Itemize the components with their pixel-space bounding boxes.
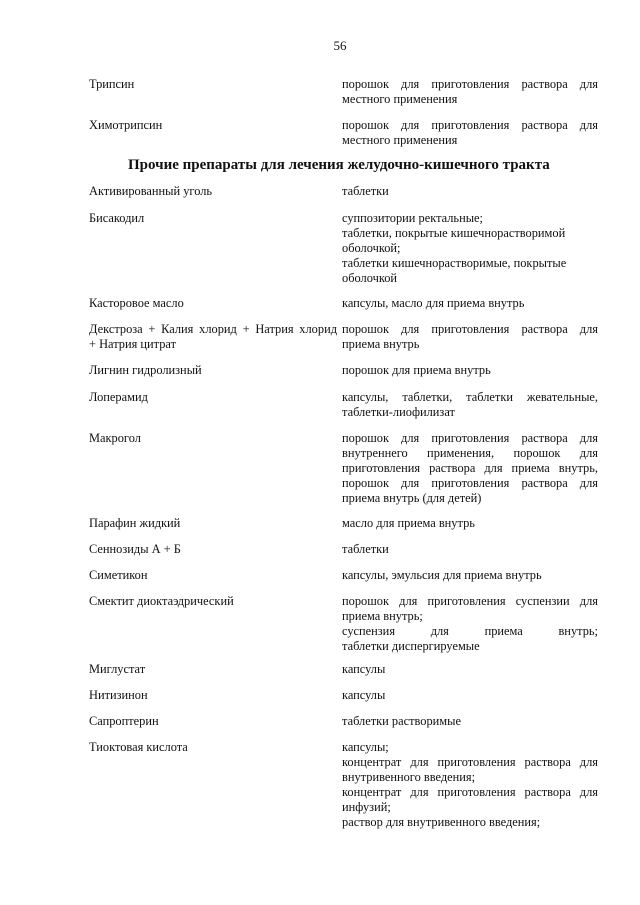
dosage-form [342, 714, 598, 729]
dosage-form-line: таблетки кишечнорастворимые, покрытые [342, 256, 567, 270]
dosage-form [342, 390, 598, 420]
dosage-form-line: капсулы [342, 662, 386, 676]
dosage-form [342, 211, 598, 286]
dosage-form-line: инфузий; [342, 800, 391, 814]
dosage-form-line: порошок для приготовления раствора для [342, 431, 598, 445]
dosage-form-line: масло для приема внутрь [342, 516, 475, 530]
drug-name-line: Сеннозиды А + Б [89, 542, 181, 556]
drug-name [89, 431, 337, 446]
drug-name-line: Лигнин гидролизный [89, 363, 202, 377]
drug-name [89, 363, 337, 378]
dosage-form-line: приготовления раствора для приема внутрь, [342, 461, 598, 475]
dosage-form-line: таблетки [342, 542, 389, 556]
dosage-form [342, 568, 598, 583]
drug-name-line: Трипсин [89, 77, 135, 91]
dosage-form [342, 184, 598, 199]
drug-name [89, 688, 337, 703]
drug-name [89, 211, 337, 226]
dosage-form-line: капсулы; [342, 740, 389, 754]
dosage-form-line: приема внутрь (для детей) [342, 491, 482, 505]
drug-name [89, 740, 337, 755]
drug-name-line: Смектит диоктаэдрический [89, 594, 234, 608]
drug-name-line: Лоперамид [89, 390, 148, 404]
drug-name [89, 118, 337, 133]
dosage-form [342, 296, 598, 311]
dosage-form [342, 542, 598, 557]
dosage-form-line: капсулы [342, 688, 386, 702]
dosage-form-line: капсулы, масло для приема внутрь [342, 296, 525, 310]
dosage-form-line: суспензия для приема внутрь; [342, 624, 598, 638]
drug-name-line: Миглустат [89, 662, 146, 676]
drug-name-line: Парафин жидкий [89, 516, 181, 530]
dosage-form-line: капсулы, таблетки, таблетки жевательные, [342, 390, 598, 404]
dosage-form-line: порошок для приготовления раствора для [342, 322, 598, 336]
dosage-form-line: местного применения [342, 133, 458, 147]
drug-name-line: Декстроза + Калия хлорид + Натрия хлорид [89, 322, 337, 336]
drug-name-line: Касторовое масло [89, 296, 184, 310]
dosage-form [342, 688, 598, 703]
drug-name [89, 184, 337, 199]
dosage-form-line: внутривенного введения; [342, 770, 476, 784]
dosage-form-line: таблетки [342, 184, 389, 198]
dosage-form-line: капсулы, эмульсия для приема внутрь [342, 568, 542, 582]
dosage-form [342, 322, 598, 352]
dosage-form-line: внутреннего применения, порошок для [342, 446, 598, 460]
drug-name [89, 662, 337, 677]
dosage-form-line: приема внутрь [342, 337, 420, 351]
dosage-form-line: концентрат для приготовления раствора для [342, 755, 598, 769]
dosage-form-line: порошок для приготовления суспензии для [342, 594, 598, 608]
drug-name-line: Активированный уголь [89, 184, 213, 198]
drug-name [89, 322, 337, 352]
drug-name-line: Нитизинон [89, 688, 148, 702]
dosage-form-line: раствор для внутривенного введения; [342, 815, 541, 829]
section-heading: Прочие препараты для лечения желудочно-кишечного тракта [128, 157, 550, 173]
drug-name-line: Сапроптерин [89, 714, 159, 728]
dosage-form [342, 77, 598, 107]
drug-name [89, 77, 337, 92]
drug-name [89, 714, 337, 729]
dosage-form-line: суппозитории ректальные; [342, 211, 483, 225]
dosage-form [342, 594, 598, 654]
drug-name [89, 516, 337, 531]
page-number: 56 [333, 38, 347, 53]
dosage-form-line: таблетки диспергируемые [342, 639, 480, 653]
dosage-form-line: таблетки, покрытые кишечнорастворимой [342, 226, 566, 240]
dosage-form-line: порошок для приготовления раствора для [342, 77, 598, 91]
dosage-form-line: таблетки растворимые [342, 714, 461, 728]
drug-name-line: Бисакодил [89, 211, 145, 225]
dosage-form-line: порошок для приготовления раствора для [342, 476, 598, 490]
dosage-form [342, 118, 598, 148]
dosage-form [342, 740, 598, 830]
drug-name-line: Макрогол [89, 431, 141, 445]
drug-name-line: + Натрия цитрат [89, 337, 177, 351]
dosage-form [342, 662, 598, 677]
drug-name-line: Симетикон [89, 568, 148, 582]
dosage-form-line: местного применения [342, 92, 458, 106]
drug-name [89, 568, 337, 583]
dosage-form [342, 431, 598, 506]
dosage-form-line: концентрат для приготовления раствора для [342, 785, 598, 799]
dosage-form-line: порошок для приготовления раствора для [342, 118, 598, 132]
dosage-form-line: порошок для приема внутрь [342, 363, 491, 377]
drug-name-line: Тиоктовая кислота [89, 740, 188, 754]
dosage-form-line: оболочкой [342, 271, 398, 285]
drug-name-line: Химотрипсин [89, 118, 163, 132]
drug-name [89, 390, 337, 405]
dosage-form [342, 363, 598, 378]
drug-name [89, 542, 337, 557]
drug-name [89, 296, 337, 311]
dosage-form-line: оболочкой; [342, 241, 401, 255]
drug-name [89, 594, 337, 609]
dosage-form [342, 516, 598, 531]
dosage-form-line: таблетки-лиофилизат [342, 405, 455, 419]
dosage-form-line: приема внутрь; [342, 609, 423, 623]
